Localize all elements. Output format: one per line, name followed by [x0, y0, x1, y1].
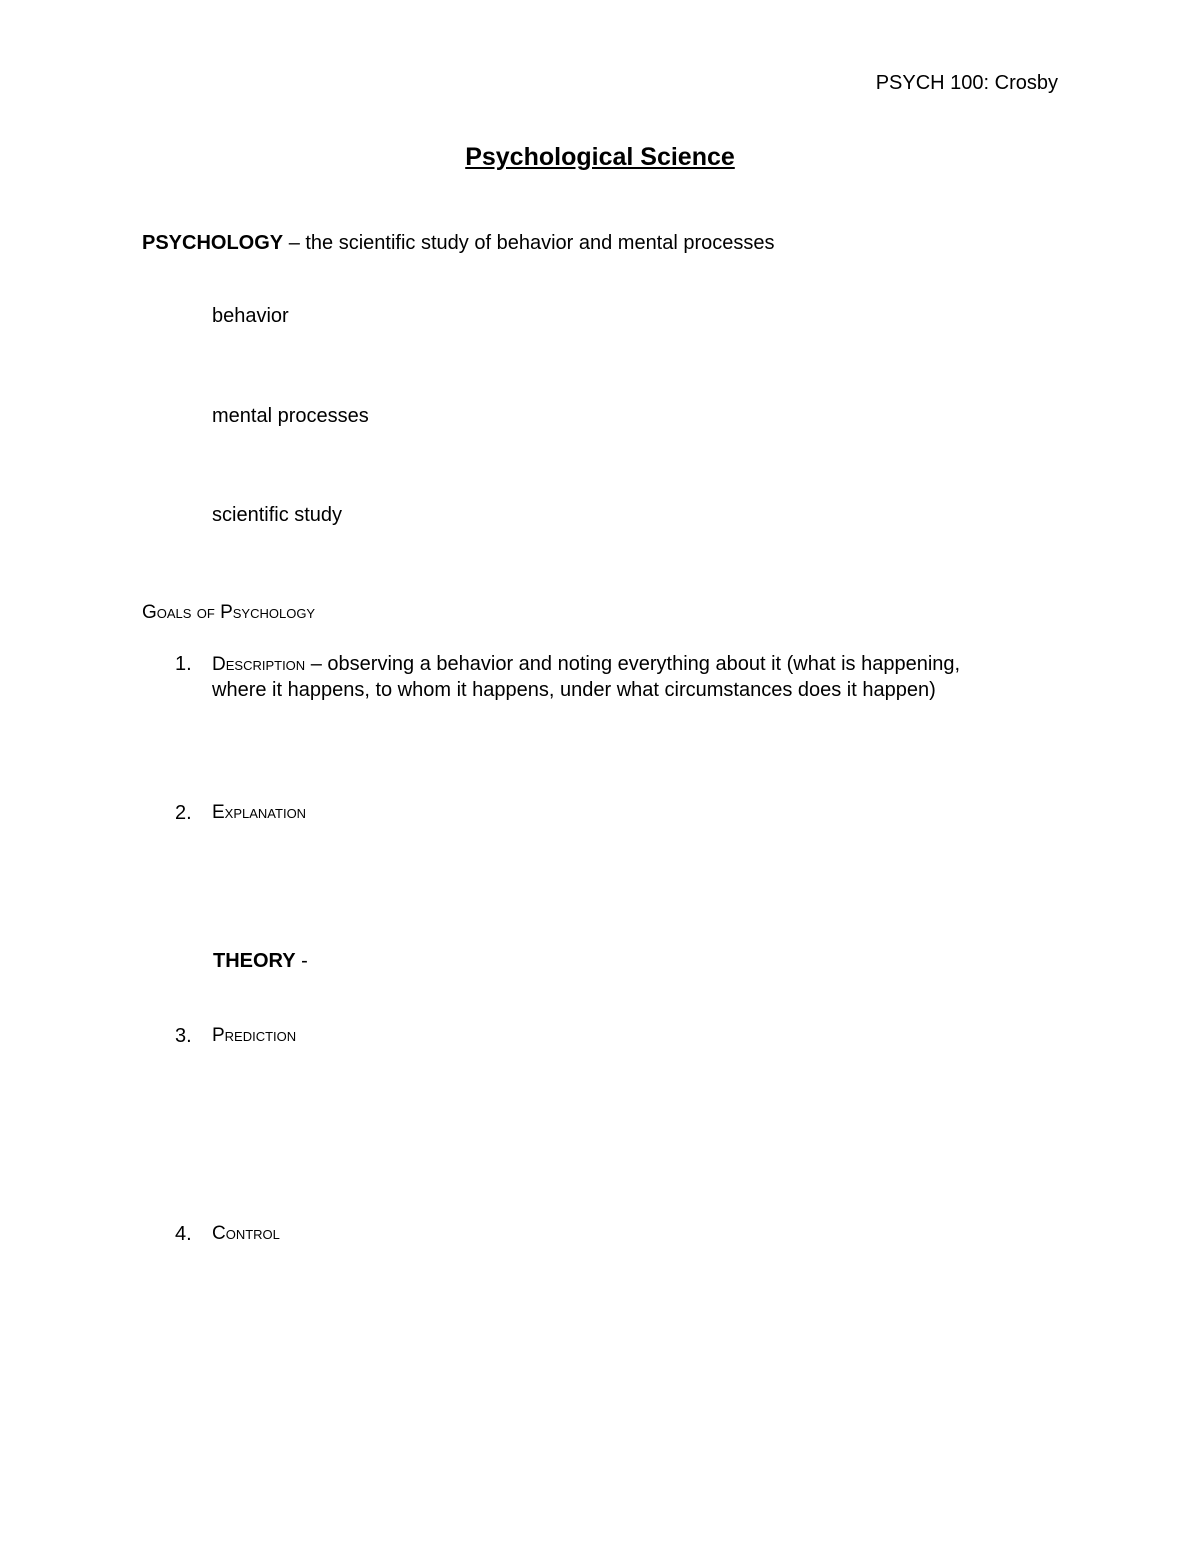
- goals-heading: Goals of Psychology: [142, 602, 316, 623]
- goal-description-text: – observing a behavior and noting everything about it (what is happening,: [305, 653, 961, 675]
- theory-dash: -: [295, 950, 308, 972]
- goal-label-prediction: Prediction: [212, 1025, 297, 1046]
- theory-term-line: [213, 949, 308, 973]
- goal-number: 1.: [175, 653, 192, 675]
- definition-text: – the scientific study of behavior and mental processes: [283, 232, 775, 254]
- goal-number: 4.: [175, 1223, 192, 1245]
- goal-description-continuation: where it happens, to whom it happens, under what circumstances does it happen): [212, 679, 936, 701]
- goal-label-explanation: Explanation: [212, 802, 307, 823]
- document-title: Psychological Science: [465, 143, 735, 171]
- goal-number: 2.: [175, 802, 192, 824]
- goal-description-line: [212, 652, 960, 677]
- sub-term-scientific-study: scientific study: [212, 504, 343, 526]
- sub-term-behavior: behavior: [212, 305, 289, 327]
- course-header: PSYCH 100: Crosby: [875, 72, 1058, 94]
- goal-label-description: Description: [212, 654, 306, 675]
- theory-term: THEORY: [213, 950, 296, 972]
- definition-term: PSYCHOLOGY: [142, 232, 284, 254]
- sub-term-mental-processes: mental processes: [212, 405, 369, 427]
- psychology-definition: [142, 231, 775, 255]
- goal-number: 3.: [175, 1025, 192, 1047]
- goal-label-control: Control: [212, 1223, 280, 1244]
